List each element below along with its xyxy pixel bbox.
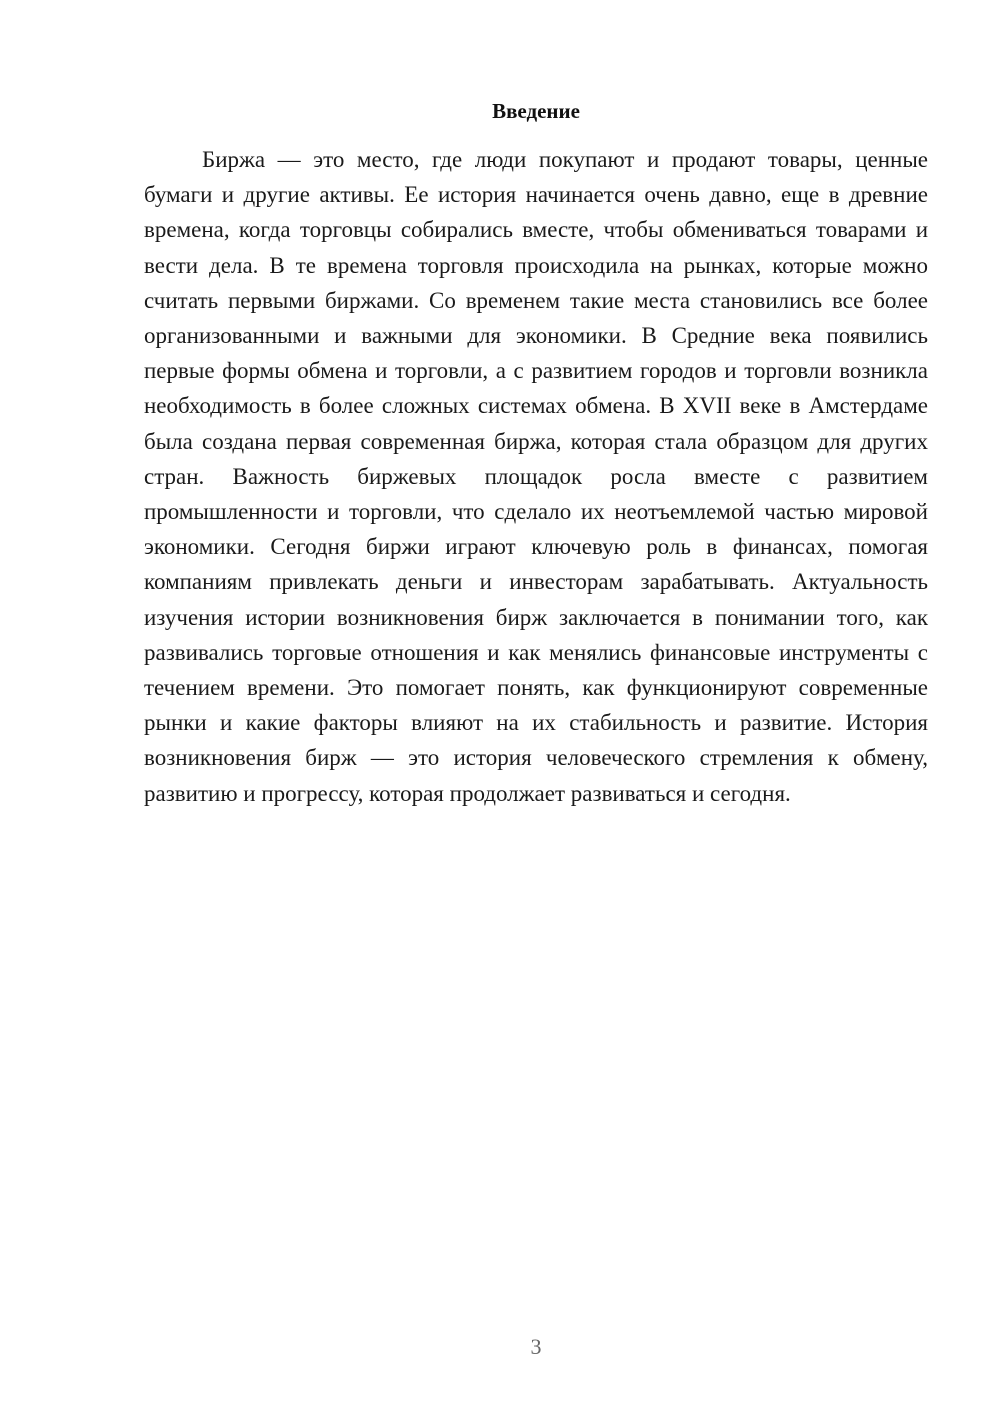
intro-paragraph: Биржа — это место, где люди покупают и продают товары, ценные бумаги и другие активы. Ее история начинается очень давно, еще в древние времена, когда торговцы собирались вместе, чтобы обмениваться товарами и вести дела. В те времена торговля происходила на рынках, которые можно считать первыми биржами. Со временем такие места становились все более организованными и важными для экономики. В Средние века появились первые формы обмена и торговли, а с развитием городов и торговли возникла необходимость в более сложных системах обмена. В XVII веке в Амстердаме была создана первая современная биржа, которая стала образцом для других стран. Важность биржевых площадок росла вместе с развитием промышленности и торговли, что сделало их неотъемлемой частью мировой экономики. Сегодня биржи играют ключевую роль в финансах, помогая компаниям привлекать деньги и инвесторам зарабатывать. Актуальность изучения истории возникновения бирж заключается в понимании того, как развивались торговые отношения и как менялись финансовые инструменты с течением времени. Это помогает понять, как функционируют современные рынки и какие факторы влияют на их стабильность и развитие. История возникновения бирж — это история человеческого стремления к обмену, развитию и прогрессу, которая продолжает развиваться и сегодня. [144, 147, 928, 806]
section-heading: Введение [492, 99, 580, 123]
page-number: 3 [530, 1334, 542, 1359]
